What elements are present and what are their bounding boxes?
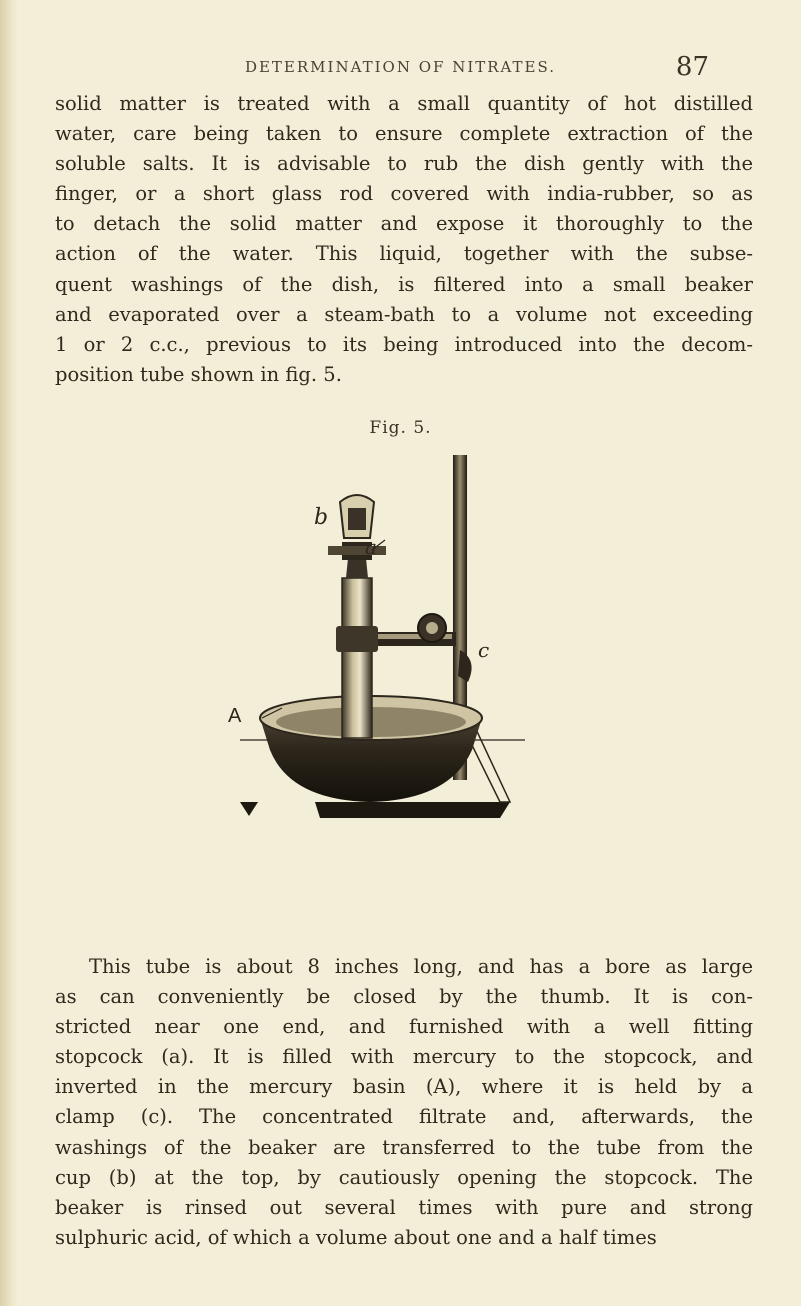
text-line: water, care being taken to ensure complete extraction of the (55, 122, 753, 146)
text-line: to detach the solid matter and expose it thoroughly to the (55, 212, 753, 236)
figure-label-b: b (314, 505, 329, 530)
running-title: DETERMINATION OF NITRATES. (244, 58, 557, 76)
figure-label-A: A (228, 705, 242, 727)
figure-caption: Fig. 5. (369, 418, 432, 438)
basin-spout (240, 802, 258, 816)
figure-label-a: a (365, 535, 377, 559)
text-line: inverted in the mercury basin (A), where it is held by a (55, 1075, 753, 1099)
page-header (0, 52, 801, 82)
text-line: quent washings of the dish, is filtered into a small beaker (55, 272, 753, 296)
page-gutter-shadow (0, 0, 18, 1306)
text-line: stopcock (a). It is filled with mercury to the stopcock, and (55, 1045, 753, 1069)
text-line: finger, or a short glass rod covered with india-rubber, so as (55, 182, 753, 206)
figure-5-illustration (220, 450, 560, 835)
text-line: sulphuric acid, of which a volume about one and a half times (55, 1225, 657, 1249)
text-line: stricted near one end, and furnished with a well fitting (55, 1015, 753, 1039)
decomposition-tube (342, 578, 372, 738)
text-line: as can conveniently be closed by the thumb. It is con- (55, 985, 753, 1009)
figure-label-c: c (478, 638, 490, 662)
text-line: This tube is about 8 inches long, and has a bore as large (89, 955, 753, 978)
stand-base (315, 802, 510, 818)
text-line: cup (b) at the top, by cautiously opening the stopcock. The (55, 1165, 753, 1189)
paragraph-1 (55, 89, 753, 390)
text-line: action of the water. This liquid, together with the subse- (55, 242, 753, 266)
page-number: 87 (675, 52, 709, 82)
decomposition-tube-drawing (220, 450, 560, 835)
text-line: beaker is rinsed out several times with pure and strong (55, 1195, 753, 1219)
text-line: clamp (c). The concentrated filtrate and, afterwards, the (55, 1105, 753, 1129)
text-line: soluble salts. It is advisable to rub the dish gently with the (55, 152, 753, 176)
paragraph-2 (55, 952, 753, 1253)
text-line: washings of the beaker are transferred to the tube from the (55, 1135, 753, 1159)
text-line: position tube shown in fig. 5. (55, 362, 342, 386)
text-line: and evaporated over a steam-bath to a volume not exceeding (55, 302, 753, 326)
text-line: 1 or 2 c.c., previous to its being introduced into the decom- (55, 332, 753, 356)
text-line: solid matter is treated with a small quantity of hot distilled (55, 92, 753, 115)
